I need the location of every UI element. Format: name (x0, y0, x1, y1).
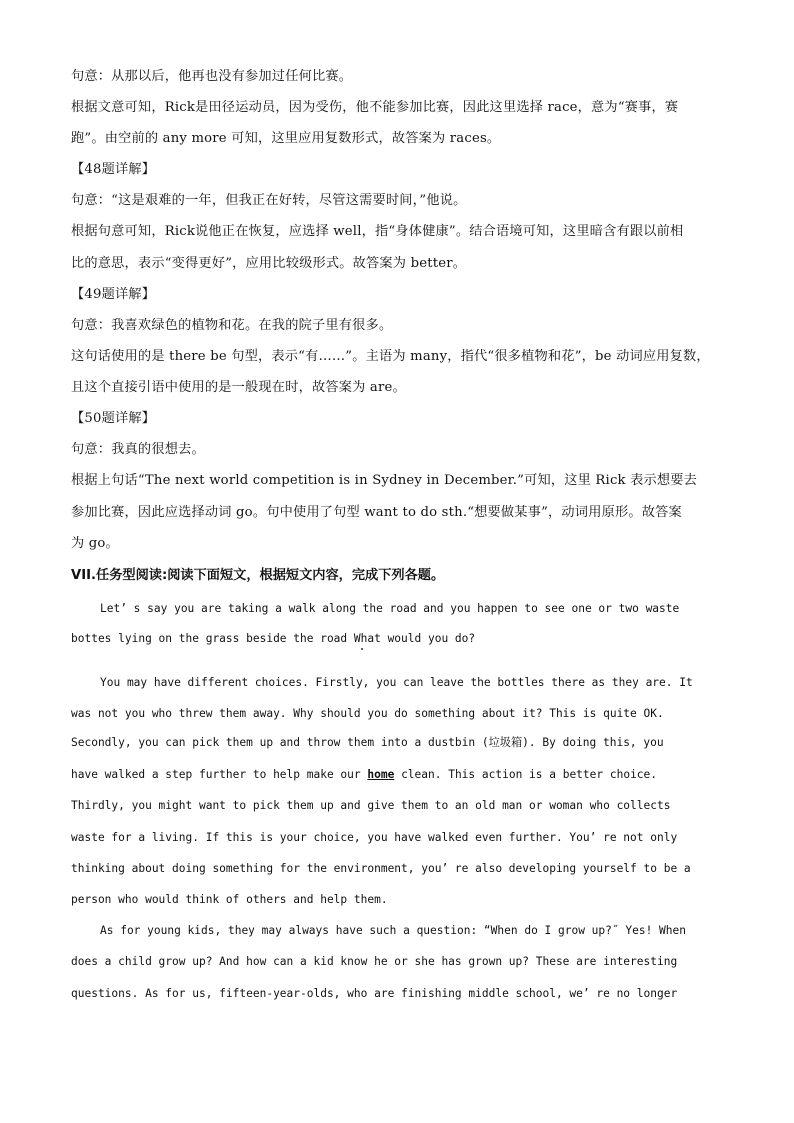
q50-sentence-meaning: 句意：我真的很想去。 (71, 442, 205, 457)
q47-analysis-line-1: 根据文意可知，Rick是田径运动员，因为受伤，他不能参加比赛，因此这里选择 race，意为“赛事，赛 (71, 100, 679, 115)
q50-analysis-line-3: 为 go。 (71, 536, 119, 551)
q49-analysis-line-2: 且这个直接引语中使用的是一般现在时，故答案为 are。 (71, 380, 406, 395)
passage-p2-line-4 (71, 766, 657, 784)
passage-p2-line-6: waste for a living. If this is your choice, you have walked even further. You’ re not only (71, 831, 678, 844)
passage-p3-line-1: As for young kids, they may always have such a question: “When do I grow up?˝ Yes! When (100, 924, 686, 937)
passage-p2-line-8: person who would think of others and help them. (71, 893, 388, 906)
passage-p2-line-1: You may have different choices. Firstly, you can leave the bottles there as they are. It (100, 676, 693, 689)
passage-p2-line-7: thinking about doing something for the environment, you’ re also developing yourself to be a (71, 862, 691, 875)
passage-p1-line-1: Let’ s say you are taking a walk along the road and you happen to see one or two waste (100, 602, 680, 615)
passage-p3-line-2: does a child grow up? And how can a kid know he or she has grown up? These are interesting (71, 955, 678, 968)
passage-p3-line-3: questions. As for us, fifteen-year-olds, who are finishing middle school, we’ re no longer (71, 987, 678, 1000)
passage-p2-line-2: was not you who threw them away. Why should you do something about it? This is quite OK. (71, 707, 664, 720)
passage-p2-line-4-end: clean. This action is a better choice. (394, 768, 658, 781)
q50-header: 【50题详解】 (71, 411, 156, 426)
q48-header: 【48题详解】 (71, 162, 156, 177)
q49-analysis-line-1: 这句话使用的是 there be 句型，表示“有……”。主语为 many，指代“很多植物和花”，be 动词应用复数， (71, 349, 710, 364)
q50-analysis-line-2: 参加比赛，因此应选择动词 go。句中使用了句型 want to do sth.“想要做某事”，动词用原形。故答案 (71, 505, 682, 520)
passage-p2-line-3: Secondly, you can pick them up and throw them into a dustbin (垃圾箱). By doing this, you (71, 736, 664, 749)
highlighted-word-home: home (367, 768, 395, 781)
q48-sentence-meaning: 句意：“这是艰难的一年，但我正在好转，尽管这需要时间，”他说。 (71, 193, 467, 208)
stray-dot (361, 648, 363, 650)
q49-sentence-meaning: 句意：我喜欢绿色的植物和花。在我的院子里有很多。 (71, 318, 393, 333)
q48-analysis-line-2: 比的意思，表示“变得更好”，应用比较级形式。故答案为 better。 (71, 256, 467, 271)
q48-analysis-line-1: 根据句意可知，Rick说他正在恢复，应选择 well，指“身体健康”。结合语境可知，这里暗含有跟以前相 (71, 224, 684, 239)
q49-header: 【49题详解】 (71, 287, 156, 302)
q47-analysis-line-2: 跑”。由空前的 any more 可知，这里应用复数形式，故答案为 races。 (71, 131, 501, 146)
q50-analysis-line-1: 根据上句话“The next world competition is in Sydney in December.”可知，这里 Rick 表示想要去 (71, 473, 698, 488)
passage-p1-line-2: bottes lying on the grass beside the road What would you do? (71, 632, 476, 645)
passage-p2-line-5: Thirdly, you might want to pick them up and give them to an old man or woman who collects (71, 799, 671, 812)
q47-sentence-meaning: 句意：从那以后，他再也没有参加过任何比赛。 (71, 69, 353, 84)
passage-p2-line-4-start: have walked a step further to help make our (71, 768, 368, 781)
section-title: VII.任务型阅读:阅读下面短文，根据短文内容，完成下列各题。 (71, 568, 445, 583)
